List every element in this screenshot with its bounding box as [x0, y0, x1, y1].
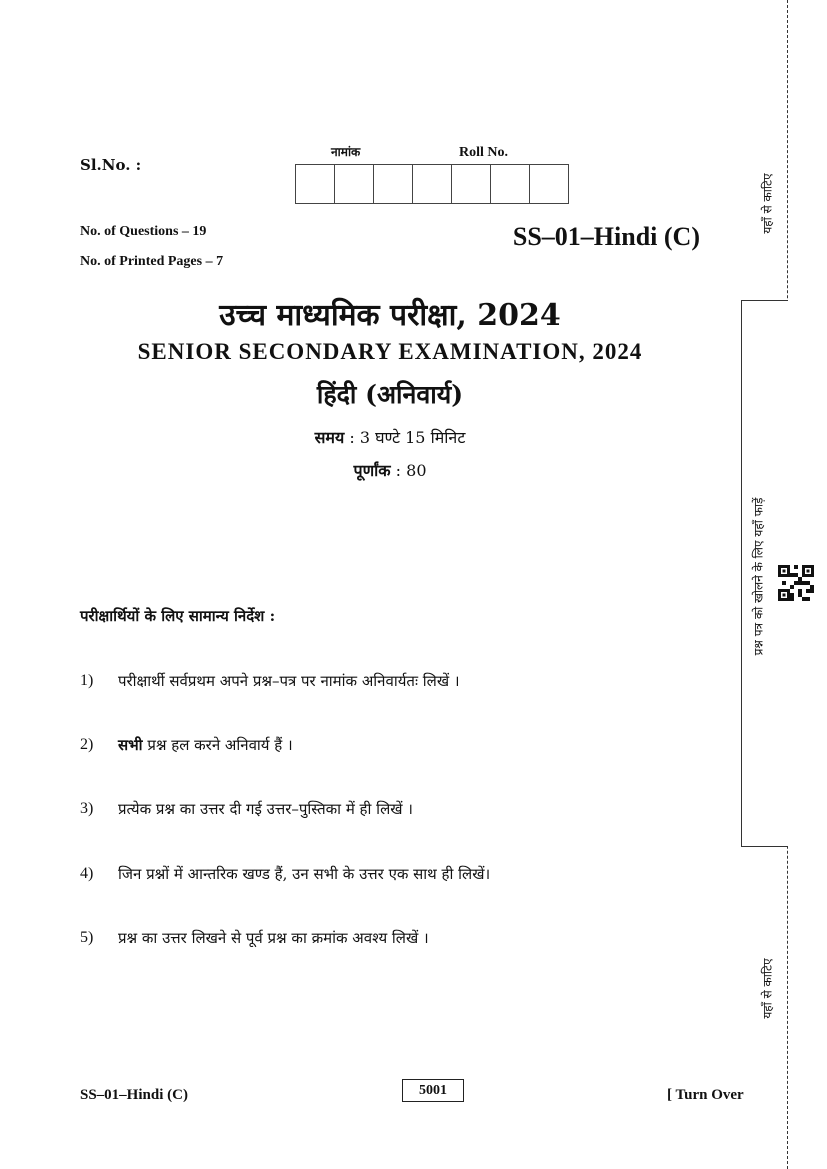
roll-number-box[interactable] — [373, 164, 413, 204]
roll-number-label: Roll No. — [459, 145, 508, 160]
maximum-marks — [0, 459, 780, 481]
instruction-text — [118, 735, 293, 755]
roll-number-box[interactable] — [490, 164, 530, 204]
roll-number-box[interactable] — [529, 164, 569, 204]
instruction-emphasis: सभी — [118, 736, 143, 754]
time-allowed — [0, 426, 780, 448]
instruction-number: 4) — [80, 865, 94, 882]
instruction-text: जिन प्रश्नों में आन्तरिक खण्ड हैं, उन सभी के उत्तर एक साथ ही लिखें। — [118, 865, 491, 883]
roll-number-boxes — [296, 164, 569, 204]
number-of-questions: No. of Questions – 19 — [80, 224, 207, 239]
instruction-number: 1) — [80, 672, 94, 689]
time-label: समय — [314, 428, 345, 447]
footer-code-box: 5001 — [402, 1079, 464, 1102]
tear-here-instruction: प्रश्न पत्र को खोलने के लिए यहाँ फाड़ें — [751, 497, 766, 656]
paper-code: SS–01–Hindi (C) — [512, 222, 700, 251]
instruction-number: 5) — [80, 929, 94, 946]
serial-number-label: Sl.No. : — [80, 156, 142, 174]
roll-number-box[interactable] — [295, 164, 335, 204]
instruction-number: 3) — [80, 800, 94, 817]
instruction-text: प्रश्न का उत्तर लिखने से पूर्व प्रश्न का क्रमांक अवश्य लिखें । — [118, 929, 429, 947]
marks-label: पूर्णांक — [353, 461, 391, 480]
subject-title: हिंदी (अनिवार्य) — [316, 380, 464, 409]
footer-paper-code: SS–01–Hindi (C) — [80, 1087, 188, 1103]
roll-number-box[interactable] — [412, 164, 452, 204]
instruction-number: 2) — [80, 736, 94, 753]
namank-label: नामांक — [331, 145, 361, 159]
instruction-text: प्रत्येक प्रश्न का उत्तर दी गई उत्तर–पुस्तिका में ही लिखें । — [118, 800, 413, 818]
roll-number-box[interactable] — [451, 164, 491, 204]
qr-code-icon — [778, 565, 814, 601]
cut-here-bottom: यहाँ से काटिए — [760, 958, 775, 1019]
exam-title-hindi: उच्च माध्यमिक परीक्षा, 2024 — [219, 298, 561, 333]
number-of-pages: No. of Printed Pages – 7 — [80, 254, 224, 269]
time-value: : 3 घण्टे 15 मिनिट — [349, 428, 466, 447]
instruction-text: परीक्षार्थी सर्वप्रथम अपने प्रश्न–पत्र पर नामांक अनिवार्यतः लिखें । — [118, 672, 460, 690]
exam-title-english: SENIOR SECONDARY EXAMINATION, 2024 — [137, 339, 643, 364]
cut-here-top: यहाँ से काटिए — [760, 173, 775, 234]
instruction-text-rest: प्रश्न हल करने अनिवार्य हैं । — [142, 736, 293, 754]
roll-number-box[interactable] — [334, 164, 374, 204]
instructions-heading: परीक्षार्थियों के लिए सामान्य निर्देश : — [80, 607, 276, 625]
turn-over-label: [ Turn Over — [667, 1087, 744, 1103]
marks-value: : 80 — [395, 461, 427, 480]
